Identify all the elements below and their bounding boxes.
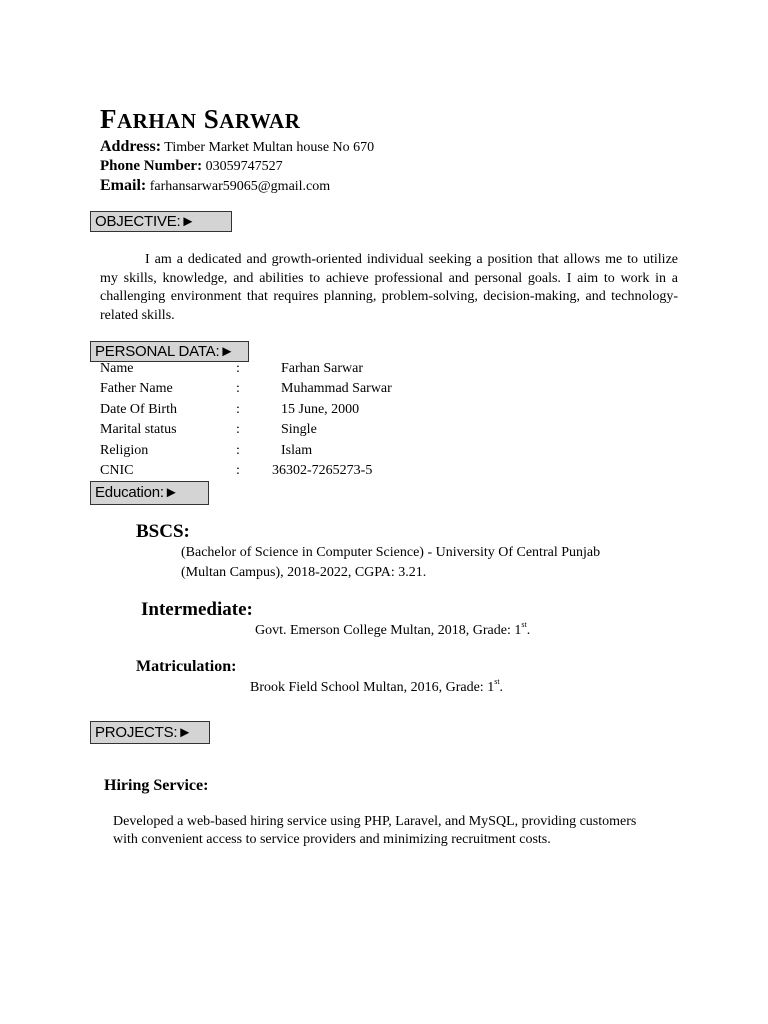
personal-label: Marital status [100,422,177,438]
intermediate-title: Intermediate: [141,599,253,620]
personal-value: Farhan Sarwar [281,361,364,376]
personal-label: Date Of Birth [100,401,177,417]
personal-label: Father Name [100,381,173,397]
separator: : [236,381,240,397]
separator: : [236,442,240,458]
personal-label: Religion [100,442,149,458]
phone-label: Phone Number: [100,158,203,174]
address-label: Address: [100,138,162,155]
objective-text: I am a dedicated and growth-oriented individual seeking a position that allows me to utilize my skills, knowledge, and abilities to achieve professional and personal goals. I aim to work in a challenging environment that requires planning, problem-solving, decision-making, and technology-related skills. [100,252,678,323]
bscs-line-1: (Bachelor of Science in Computer Science) - University Of Central Punjab [181,545,601,560]
education-heading: Education:► [90,481,209,505]
bscs-title: BSCS: [136,521,190,542]
intermediate-detail: Govt. Emerson College Multan, 2018, Grade: 1st. [255,620,531,638]
personal-value: 36302-7265273-5 [272,462,373,478]
email-line [100,177,330,196]
personal-value: Muhammad Sarwar [281,381,392,397]
bscs-line-2: (Multan Campus), 2018-2022, CGPA: 3.21. [181,565,427,580]
project-desc-line-2: with convenient access to service providers and minimizing recruitment costs. [113,832,551,847]
project-title: Hiring Service: [104,777,209,794]
address-line [100,138,374,157]
candidate-name: FARHAN SARWAR [100,104,301,134]
phone-value: 03059747527 [205,159,283,174]
phone-line [100,157,283,176]
personal-value: Single [281,422,317,438]
matriculation-title: Matriculation: [136,658,237,675]
project-desc-line-1: Developed a web-based hiring service using PHP, Laravel, and MySQL, providing customers [113,814,637,829]
projects-heading: PROJECTS:► [90,721,210,744]
separator: : [236,361,240,376]
personal-value: Islam [281,442,313,458]
personal-data-heading: PERSONAL DATA:► [90,341,249,362]
separator: : [236,462,240,478]
personal-value: 15 June, 2000 [281,401,360,417]
email-label: Email: [100,177,147,194]
personal-label: Name [100,361,134,376]
matriculation-detail: Brook Field School Multan, 2016, Grade: 1st. [250,677,504,695]
personal-label: CNIC [100,462,134,478]
email-value[interactable]: farhansarwar59065@gmail.com [149,179,331,194]
address-value: Timber Market Multan house No 670 [164,140,375,155]
objective-heading: OBJECTIVE:► [90,211,232,232]
separator: : [236,401,240,417]
separator: : [236,422,240,438]
